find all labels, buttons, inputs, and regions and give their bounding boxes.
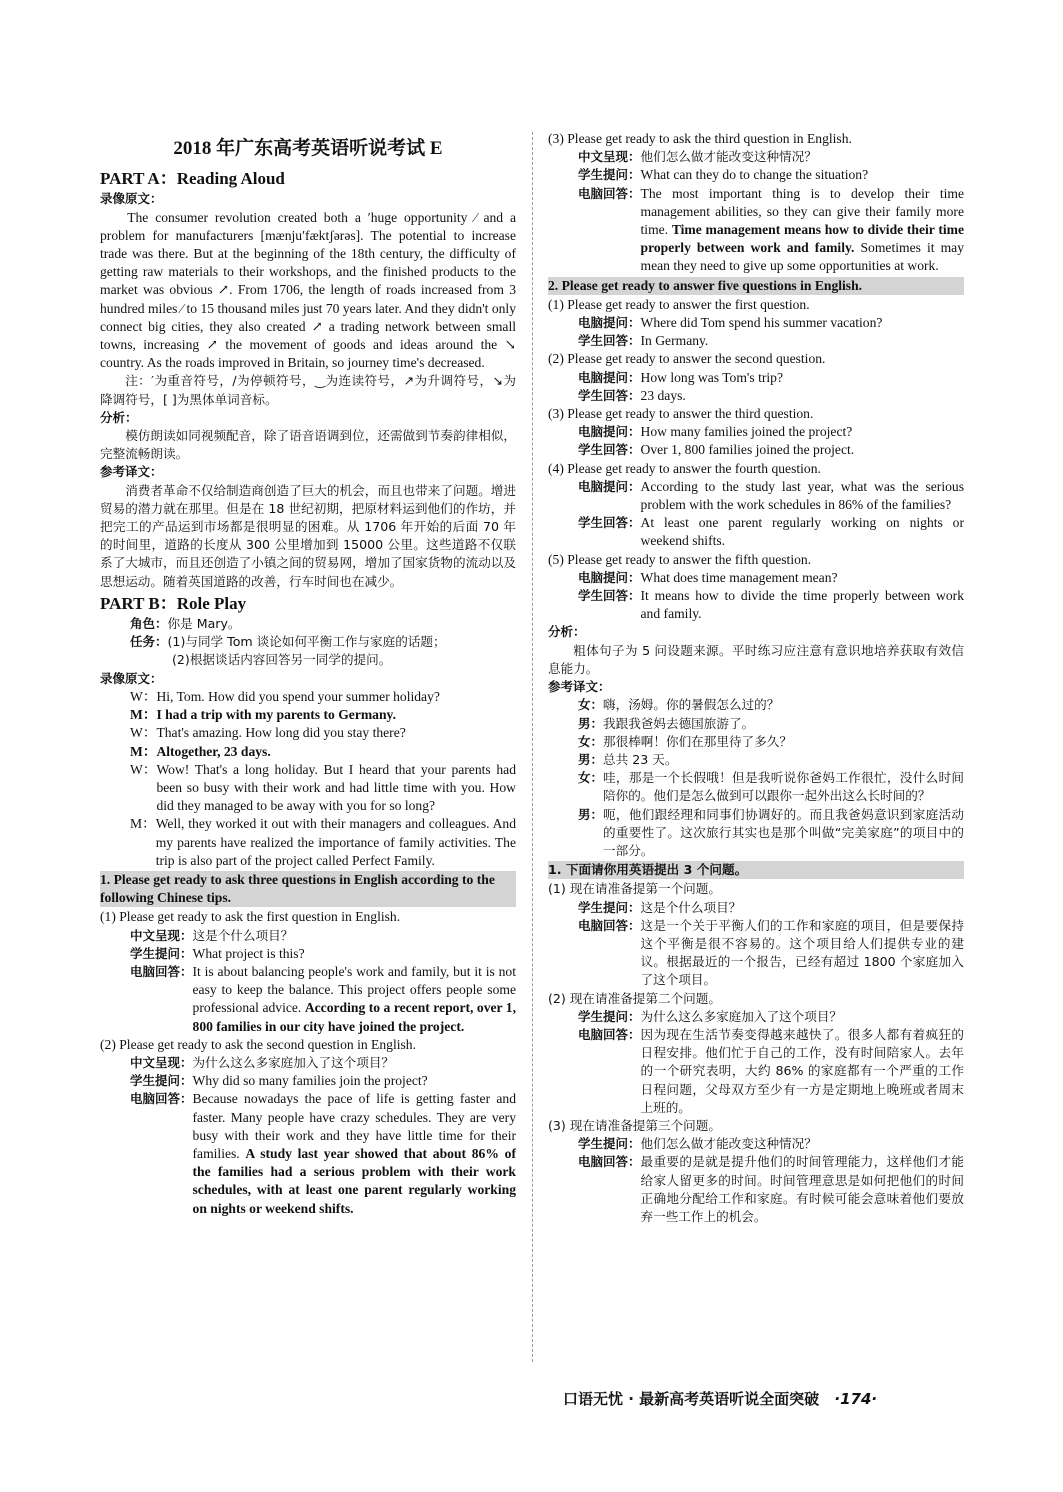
analysis-text-b: 粗体句子为 5 问设题来源。平时练习应注意有意识地培养获取有效信息能力。 bbox=[548, 642, 964, 676]
role-line: 角色： 你是 Mary。 bbox=[130, 616, 241, 632]
cn-q2-ask: 学生提问： 为什么这么多家庭加入了这个项目？ bbox=[578, 1008, 843, 1024]
answer-item: (1) Please get ready to answer the first question. 电脑提问： Where did Tom spend his summer vacation? 学生回答： In Germany. bbox=[548, 296, 883, 349]
page-title: 2018 年广东高考英语听说考试 E bbox=[173, 138, 443, 159]
cn-dialogue-line: 女： 那很棒啊！你们在那里待了多久？ bbox=[578, 733, 792, 749]
dialogue-line: W： Hi, Tom. How did you spend your summer holiday? bbox=[130, 688, 440, 704]
translation-text: 消费者革命不仅给制造商创造了巨大的机会，而且也带来了问题。增进贸易的潜力就在那里。但是在 18 世纪初期，把原材料运到他们的作坊，并把完工的产品运到市场都是很明显的困难。从 1706 年开始的后面 70 年的时间里，道路的长度从 300 公里增加到 15000 公里。这些道路不仅联系了大城市，而且还创造了小镇之间的贸易网，增加了国家货物的流动以及思想运动。随着英国道路的改善，行车时间也在减少。 bbox=[100, 482, 516, 589]
cn-q2-answer: 电脑回答： 因为现在生活节奏变得越来越快了。很多人都有着疯狂的日程安排。他们忙于自己的工作，没有时间陪家人。去年的一个研究表明，大约 86% 的家庭都有一个严重的工作日程问题，父母双方至少有一方是定期地上晚班或者周末上班的。 bbox=[578, 1026, 964, 1115]
q2-answer: 电脑回答： Because nowadays the pace of life is getting faster and faster. Many people have crazy schedules. They are very busy with their work and they have little time for their families. A study last year showed that about 86% of the families had a serious problem with their work schedules, with at least one parent regularly working on nights or weekend shifts. bbox=[130, 1091, 516, 1216]
q3-ask: 学生提问： What can they do to change the situation? bbox=[578, 167, 869, 183]
cn-dialogue-line: 女： 哇，那是一个长假哦！但是我听说你爸妈工作很忙，没什么时间陪你的。他们是怎么做到可以跟你一起外出这么长时间的？ bbox=[578, 770, 964, 804]
dialogue-line: M： Altogether, 23 days. bbox=[130, 743, 271, 759]
page-footer bbox=[563, 1388, 877, 1409]
answer-item: (2) Please get ready to answer the second question. 电脑提问： How long was Tom's trip? 学生回答： 23 days. bbox=[548, 351, 826, 403]
q2-cn: 中文呈现： 为什么这么多家庭加入了这个项目？ bbox=[130, 1054, 395, 1070]
q1-ask: 学生提问： What project is this? bbox=[130, 945, 305, 961]
q3-answer: 电脑回答： The most important thing is to develop their time management abilities, so they can give their family more time. Time management means how to divide their time properly between work and family. Sometimes it may mean they need to give up some opportunities at work. bbox=[578, 185, 964, 274]
task-line: 任务： (1)与同学 Tom 谈论如何平衡工作与家庭的话题； bbox=[130, 634, 446, 650]
analysis-label-b: 分析： bbox=[548, 624, 586, 640]
book-title: 口语无忧 · 最新高考英语听说全面突破 bbox=[563, 1390, 820, 1408]
passage: The consumer revolution created both a ′huge opportunity ∕ and a problem for manufacturers [mænju′fæktʃərəs]. The potential to increase trade was there. But at the beginning of the 18th century, the difficulty of getting raw materials to their workshops, and the finished products to the market was obvious ↗. From 1706, the length of roads increased from 3 hundred miles ∕ to 15 thousand miles just 70 years later. And they didn't only connect big cities, they also created ↗ a trading network between small towns, increasing ↗ the movement of goods and ideas around the ↘ country. As the roads improved in Britain, so journey time's decreased. bbox=[100, 209, 516, 371]
cn-q3-answer: 电脑回答： 最重要的是就是提升他们的时间管理能力，这样他们才能给家人留更多的时间。时间管理意思是如何把他们的时间正确地分配给工作和家庭。有时候可能会意味着他们要放弃一些工作上的机会。 bbox=[578, 1154, 964, 1224]
answer-section-title: 2. Please get ready to answer five questions in English. bbox=[548, 277, 964, 295]
cn-dialogue-line: 男： 呃，他们跟经理和同事们协调好的。而且我爸妈意识到家庭活动的重要性了。这次旅行其实也是那个叫做“完美家庭”的项目中的一部分。 bbox=[578, 806, 964, 858]
q3-prompt: (3) Please get ready to ask the third question in English. bbox=[548, 131, 852, 146]
part-a-heading: PART A：Reading Aloud bbox=[100, 169, 285, 189]
right-column bbox=[548, 130, 964, 1226]
cn-q2-prompt: (2) 现在请准备提第二个问题。 bbox=[548, 990, 721, 1006]
cn-q1-ask: 学生提问： 这是个什么项目？ bbox=[578, 899, 742, 915]
part-b-heading: PART B：Role Play bbox=[100, 593, 247, 613]
answer-item: (5) Please get ready to answer the fifth question. 电脑提问： What does time management mean? 学生回答： It means how to divide the time properly between work and family. bbox=[548, 551, 964, 622]
q1-cn: 中文呈现： 这是个什么项目？ bbox=[130, 927, 294, 943]
cn-dialogue-line: 女： 嗨，汤姆。你的暑假怎么过的？ bbox=[578, 697, 780, 713]
column-divider bbox=[532, 132, 533, 1362]
q3-cn: 中文呈现： 他们怎么做才能改变这种情况？ bbox=[578, 149, 817, 165]
left-column bbox=[100, 130, 516, 1218]
dialogue-line: W： That's amazing. How long did you stay there? bbox=[130, 725, 406, 741]
translation-label-b: 参考译文： bbox=[548, 679, 611, 695]
cn-q1-answer: 电脑回答： 这是一个关于平衡人们的工作和家庭的项目，但是要保持这个平衡是很不容易的。这个项目给人们提供专业的建议。根据最近的一个报告，已经有超过 1800 个家庭加入了这个项目。 bbox=[578, 917, 964, 988]
q2-ask: 学生提问： Why did so many families join the project? bbox=[130, 1073, 428, 1089]
analysis-text: 模仿朗读如同视频配音，除了语音语调到位，还需做到节奏韵律相似，完整流畅朗读。 bbox=[100, 428, 516, 462]
q1-answer: 电脑回答： It is about balancing people's work and family, but it is not easy to keep the balance. This project offers people some professional advice. According to a recent report, over 1, 800 families in our city have joined the project. bbox=[130, 963, 516, 1034]
dialogue-line: M： I had a trip with my parents to Germany. bbox=[130, 707, 396, 723]
task-line-2: (2)根据谈话内容回答另一同学的提问。 bbox=[172, 652, 392, 668]
cn-q1-prompt: (1) 现在请准备提第一个问题。 bbox=[548, 881, 721, 897]
cn-dialogue-line: 男： 我跟我爸妈去德国旅游了。 bbox=[578, 715, 755, 731]
q1-prompt: (1) Please get ready to ask the first question in English. bbox=[100, 909, 401, 925]
dialogue-source-label: 录像原文： bbox=[100, 670, 163, 686]
notation-note: 注：′为重音符号，∕为停顿符号，‿为连读符号，↗为升调符号，↘为降调符号，[ ]为黑体单词音标。 bbox=[100, 373, 516, 407]
answer-item: (4) Please get ready to answer the fourth question. 电脑提问： According to the study last year, what was the serious problem with the work schedules in 86% of the families? 学生回答： At least one parent regularly working on nights or weekend shifts. bbox=[548, 460, 964, 549]
q2-prompt: (2) Please get ready to ask the second question in English. bbox=[100, 1036, 416, 1052]
translation-label: 参考译文： bbox=[100, 464, 163, 480]
question-section-title: 1. Please get ready to ask three questions in English according to the following Chinese tips. bbox=[100, 871, 516, 907]
page-number: ·174· bbox=[834, 1390, 878, 1408]
cn-q3-ask: 学生提问： 他们怎么做才能改变这种情况？ bbox=[578, 1136, 817, 1152]
cn-dialogue-line: 男： 总共 23 天。 bbox=[578, 751, 678, 767]
answer-item: (3) Please get ready to answer the third question. 电脑提问： How many families joined the project? 学生回答： Over 1, 800 families joined the project. bbox=[548, 406, 855, 458]
cn-q3-prompt: (3) 现在请准备提第三个问题。 bbox=[548, 1117, 721, 1133]
dialogue-line: W： Wow! That's a long holiday. But I heard that your parents had been so busy with their work and had little time with you. How did they managed to be away with you for so long? bbox=[130, 761, 516, 814]
analysis-label: 分析： bbox=[100, 409, 138, 425]
source-label: 录像原文： bbox=[100, 191, 163, 207]
dialogue-line: M： Well, they worked it out with their managers and colleagues. And my parents have realized the importance of family activities. The trip is also part of the project called Perfect Family. bbox=[130, 816, 516, 868]
cn-question-section-title: 1. 下面请你用英语提出 3 个问题。 bbox=[548, 861, 964, 879]
